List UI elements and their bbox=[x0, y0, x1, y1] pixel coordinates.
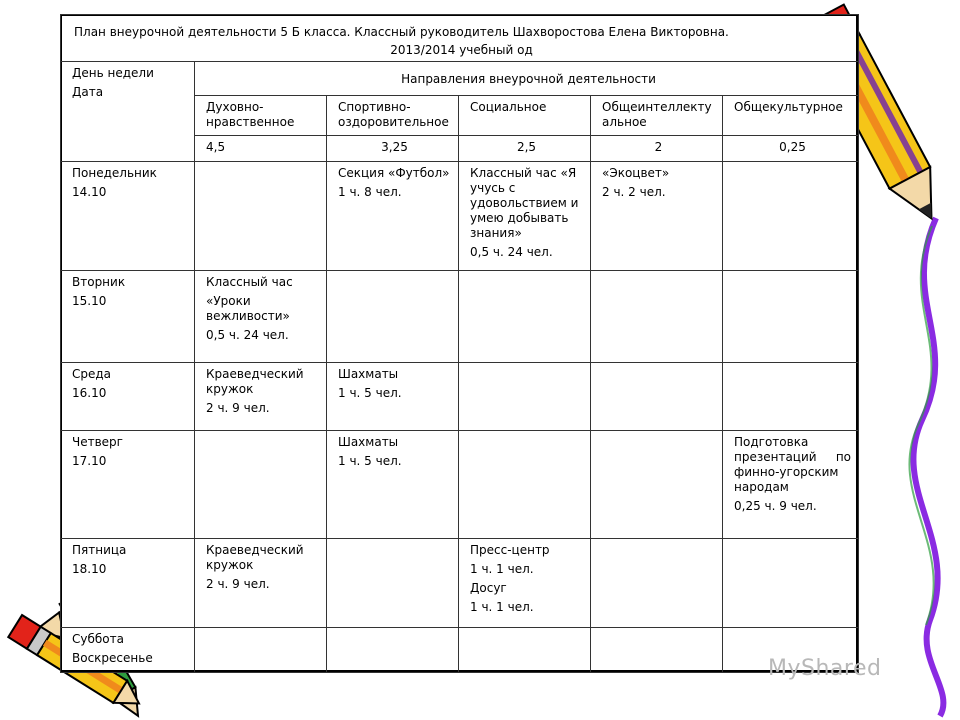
day-date: 18.10 bbox=[72, 562, 107, 576]
activity-text: 1 ч. 5 чел. bbox=[338, 454, 402, 468]
activity-text: Досуг bbox=[470, 581, 507, 595]
title-cell bbox=[61, 15, 859, 62]
day-name: Четверг bbox=[72, 435, 123, 449]
hours-cultural: 0,25 bbox=[723, 136, 859, 162]
activity-text: Пресс-центр bbox=[470, 543, 550, 557]
day-row-wednesday bbox=[61, 363, 859, 431]
activity-text: 0,5 ч. 24 чел. bbox=[206, 328, 289, 342]
day-date: 14.10 bbox=[72, 185, 107, 199]
day-date: Воскресенье bbox=[72, 651, 153, 665]
date-label: Дата bbox=[72, 85, 104, 99]
day-name: Вторник bbox=[72, 275, 126, 289]
activity-text: 2 ч. 2 чел. bbox=[602, 185, 666, 199]
activity-text: Шахматы bbox=[338, 367, 399, 381]
activity-cell bbox=[327, 162, 459, 271]
activity-cell bbox=[591, 363, 723, 431]
activity-cell bbox=[195, 539, 327, 628]
activity-cell bbox=[459, 162, 591, 271]
activity-text: 1 ч. 8 чел. bbox=[338, 185, 402, 199]
hours-sport: 3,25 bbox=[327, 136, 459, 162]
activity-cell bbox=[723, 431, 859, 539]
direction-sport: Спортивно-оздоровительное bbox=[327, 96, 459, 136]
activity-cell bbox=[195, 431, 327, 539]
activity-cell bbox=[591, 431, 723, 539]
activity-cell bbox=[195, 162, 327, 271]
activity-cell bbox=[327, 271, 459, 363]
activity-cell bbox=[195, 363, 327, 431]
activity-text: Секция «Футбол» bbox=[338, 166, 450, 180]
activity-text: 0,25 ч. 9 чел. bbox=[734, 499, 817, 513]
day-cell bbox=[61, 539, 195, 628]
activity-cell bbox=[459, 539, 591, 628]
swirl-green-line bbox=[909, 226, 933, 625]
day-row-tuesday bbox=[61, 271, 859, 363]
activity-cell bbox=[591, 162, 723, 271]
day-cell bbox=[61, 162, 195, 271]
swirl-purple-line bbox=[913, 218, 943, 716]
direction-intellectual: Общеинтеллекту альное bbox=[591, 96, 723, 136]
activity-text: «Уроки вежливости» bbox=[206, 294, 290, 323]
day-name: Пятница bbox=[72, 543, 127, 557]
title-row bbox=[61, 15, 859, 62]
activity-cell bbox=[723, 271, 859, 363]
day-cell bbox=[61, 363, 195, 431]
activity-cell bbox=[459, 628, 591, 673]
activity-cell bbox=[327, 431, 459, 539]
activity-cell bbox=[723, 162, 859, 271]
day-date: 15.10 bbox=[72, 294, 107, 308]
direction-cultural: Общекультурное bbox=[723, 96, 859, 136]
activity-cell bbox=[723, 363, 859, 431]
activity-cell bbox=[591, 539, 723, 628]
activity-text: Классный час bbox=[206, 275, 293, 289]
hours-spiritual: 4,5 bbox=[195, 136, 327, 162]
activity-text: «Экоцвет» bbox=[602, 166, 670, 180]
document-title: План внеурочной деятельности 5 Б класса. Классный руководитель Шахворостова Елена Викторовна. bbox=[74, 25, 729, 39]
activity-cell bbox=[723, 539, 859, 628]
day-date: 17.10 bbox=[72, 454, 107, 468]
direction-social: Социальное bbox=[459, 96, 591, 136]
activity-text: Шахматы bbox=[338, 435, 399, 449]
day-cell bbox=[61, 431, 195, 539]
school-year: 2013/2014 учебный од bbox=[390, 43, 533, 57]
hours-social: 2,5 bbox=[459, 136, 591, 162]
day-of-week-label: День недели bbox=[72, 66, 154, 80]
hours-intellectual: 2 bbox=[591, 136, 723, 162]
day-row-friday bbox=[61, 539, 859, 628]
activity-cell bbox=[327, 363, 459, 431]
activity-text: 2 ч. 9 чел. bbox=[206, 577, 270, 591]
header-row bbox=[61, 62, 859, 96]
day-date-header bbox=[61, 62, 195, 162]
activity-text: Краеведческий кружок bbox=[206, 367, 304, 396]
activity-text: 0,5 ч. 24 чел. bbox=[470, 245, 553, 259]
day-name: Среда bbox=[72, 367, 112, 381]
directions-header: Направления внеурочной деятельности bbox=[195, 62, 859, 96]
activity-text: Краеведческий кружок bbox=[206, 543, 304, 572]
activity-text: 1 ч. 5 чел. bbox=[338, 386, 402, 400]
day-cell bbox=[61, 628, 195, 673]
day-name: Понедельник bbox=[72, 166, 157, 180]
activity-cell bbox=[327, 539, 459, 628]
activity-text: 1 ч. 1 чел. bbox=[470, 600, 534, 614]
activity-cell bbox=[591, 271, 723, 363]
activity-text: Подготовка презентаций по финно-угорским народам bbox=[734, 435, 852, 494]
activity-text: 2 ч. 9 чел. bbox=[206, 401, 270, 415]
day-cell bbox=[61, 271, 195, 363]
activity-plan-table bbox=[60, 14, 859, 673]
activity-cell bbox=[459, 431, 591, 539]
day-name: Суббота bbox=[72, 632, 124, 646]
activity-cell bbox=[459, 363, 591, 431]
day-row-thursday bbox=[61, 431, 859, 539]
activity-cell bbox=[459, 271, 591, 363]
day-row-monday bbox=[61, 162, 859, 271]
activity-cell bbox=[195, 271, 327, 363]
day-date: 16.10 bbox=[72, 386, 107, 400]
activity-cell bbox=[591, 628, 723, 673]
activity-text: Классный час «Я учусь с удовольствием и умею добывать знания» bbox=[470, 166, 579, 240]
direction-spiritual: Духовно-нравственное bbox=[195, 96, 327, 136]
day-row-weekend bbox=[61, 628, 859, 673]
activity-cell bbox=[195, 628, 327, 673]
watermark-text: MyShared bbox=[768, 656, 882, 681]
activity-text: 1 ч. 1 чел. bbox=[470, 562, 534, 576]
activity-cell bbox=[327, 628, 459, 673]
